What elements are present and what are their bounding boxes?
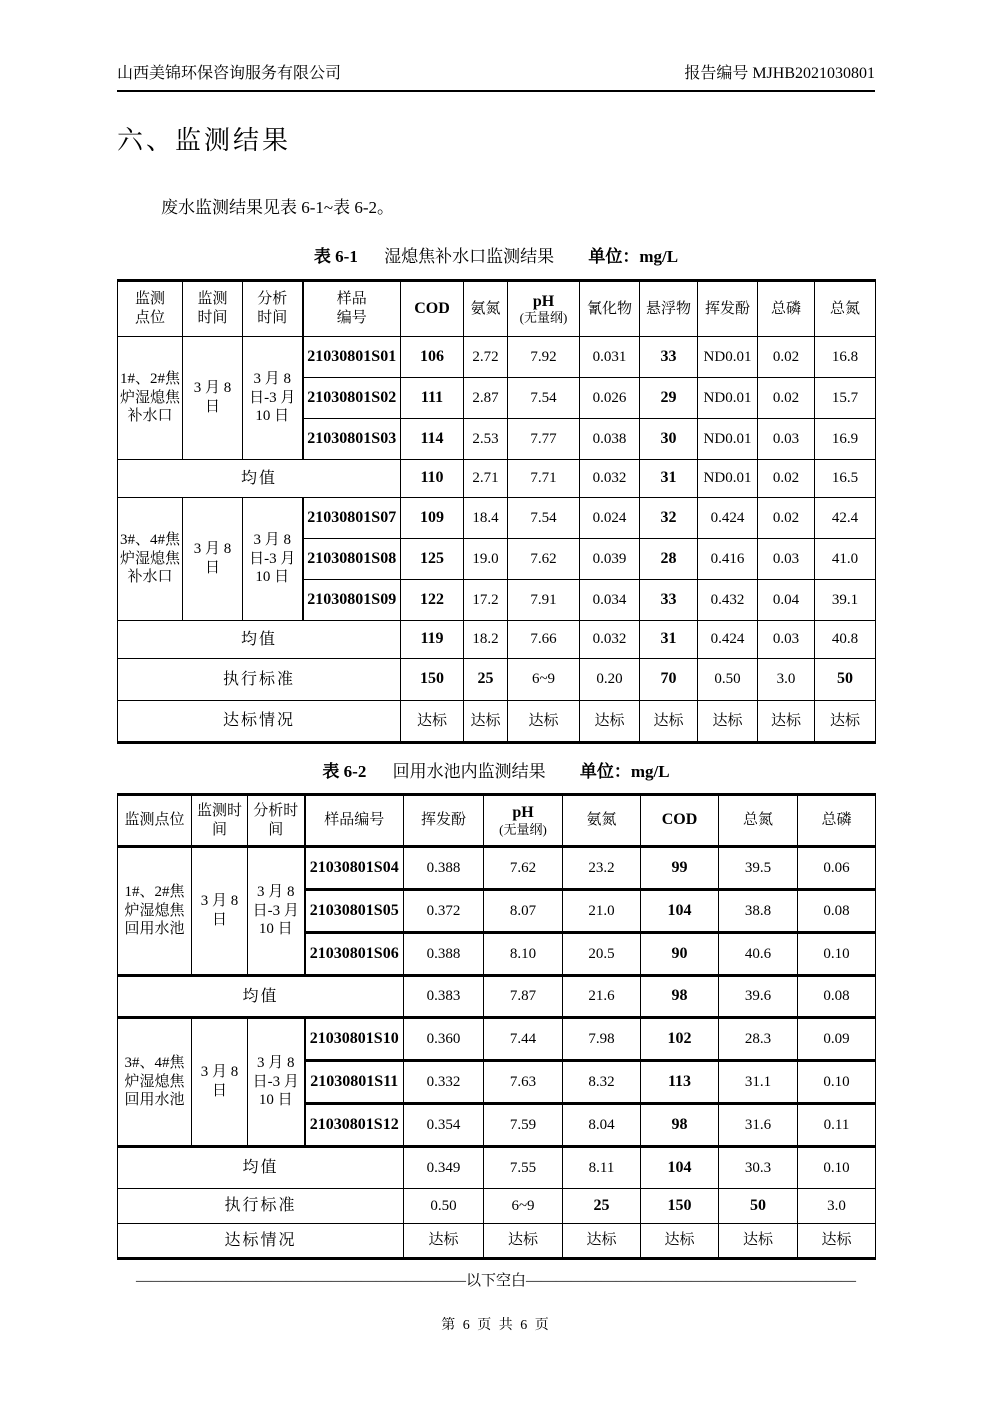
- sample-id-cell: 21030801S01: [303, 337, 401, 378]
- value-cell: 0.026: [580, 378, 640, 419]
- value-cell: 38.8: [719, 890, 798, 933]
- site-cell: 1#、2#焦炉湿熄焦补水口: [118, 337, 183, 460]
- compliance-label-cell: 达标情况: [118, 1224, 404, 1259]
- mean-value-cell: 0.424: [698, 621, 758, 659]
- header-cell: 悬浮物: [640, 281, 698, 337]
- value-cell: 7.92: [508, 337, 580, 378]
- section-title: 六、监测结果: [117, 126, 292, 155]
- compliance-value-cell: 达标: [815, 701, 876, 743]
- value-cell: 33: [640, 580, 698, 621]
- table-row: [118, 701, 876, 743]
- company-name: 山西美锦环保咨询服务有限公司: [117, 65, 342, 82]
- value-cell: 0.10: [798, 933, 876, 976]
- table-row: [118, 337, 876, 378]
- table2-caption-number: 表 6-2: [322, 762, 367, 781]
- value-cell: 8.07: [484, 890, 563, 933]
- mean-value-cell: 7.71: [508, 460, 580, 498]
- standard-value-cell: 150: [641, 1189, 719, 1224]
- value-cell: 99: [641, 847, 719, 890]
- mean-value-cell: 0.02: [758, 460, 815, 498]
- value-cell: 0.031: [580, 337, 640, 378]
- site-cell: 3#、4#焦炉湿熄焦补水口: [118, 498, 183, 621]
- value-cell: 125: [401, 539, 464, 580]
- header-cell: 监测点位: [118, 795, 192, 847]
- header-cell: COD: [401, 281, 464, 337]
- value-cell: 39.1: [815, 580, 876, 621]
- header-cell: pH (无量纲): [484, 795, 563, 847]
- compliance-value-cell: 达标: [580, 701, 640, 743]
- value-cell: 122: [401, 580, 464, 621]
- analysis-time-cell: 3 月 8 日-3 月 10 日: [243, 498, 303, 621]
- value-cell: 0.03: [758, 539, 815, 580]
- header-cell: 挥发酚: [698, 281, 758, 337]
- header-cell: 挥发酚: [404, 795, 484, 847]
- value-cell: 0.024: [580, 498, 640, 539]
- analysis-time-cell: 3 月 8 日-3 月 10 日: [248, 847, 305, 976]
- sample-id-cell: 21030801S03: [303, 419, 401, 460]
- standard-value-cell: 25: [563, 1189, 641, 1224]
- header-cell: pH (无量纲): [508, 281, 580, 337]
- table-row: [118, 621, 876, 659]
- value-cell: 16.8: [815, 337, 876, 378]
- value-cell: 41.0: [815, 539, 876, 580]
- value-cell: 2.87: [464, 378, 508, 419]
- table-row: [118, 976, 876, 1018]
- value-cell: 7.63: [484, 1061, 563, 1104]
- value-cell: 2.72: [464, 337, 508, 378]
- mean-label-cell: 均值: [118, 460, 401, 498]
- header-cell: 氨氮: [464, 281, 508, 337]
- intro-paragraph: 废水监测结果见表 6-1~表 6-2。: [161, 198, 395, 217]
- mean-label-cell: 均值: [118, 621, 401, 659]
- sample-id-cell: 21030801S06: [305, 933, 404, 976]
- mean-value-cell: 31: [640, 621, 698, 659]
- compliance-value-cell: 达标: [798, 1224, 876, 1259]
- value-cell: 30: [640, 419, 698, 460]
- value-cell: 0.03: [758, 419, 815, 460]
- sample-id-cell: 21030801S08: [303, 539, 401, 580]
- header-cell: 监测 点位: [118, 281, 183, 337]
- mean-value-cell: 21.6: [563, 976, 641, 1018]
- table-row: [118, 795, 876, 847]
- standard-value-cell: 70: [640, 659, 698, 701]
- mean-value-cell: 16.5: [815, 460, 876, 498]
- value-cell: 32: [640, 498, 698, 539]
- mean-value-cell: 18.2: [464, 621, 508, 659]
- value-cell: 7.59: [484, 1104, 563, 1147]
- table-row: [118, 659, 876, 701]
- value-cell: 111: [401, 378, 464, 419]
- header-cell: 监测时 间: [192, 795, 248, 847]
- value-cell: 0.354: [404, 1104, 484, 1147]
- value-cell: 0.360: [404, 1018, 484, 1061]
- header-cell: 监测 时间: [183, 281, 243, 337]
- page-number: 第 6 页 共 6 页: [441, 1318, 551, 1333]
- value-cell: 0.06: [798, 847, 876, 890]
- compliance-label-cell: 达标情况: [118, 701, 401, 743]
- value-cell: 0.388: [404, 847, 484, 890]
- value-cell: 18.4: [464, 498, 508, 539]
- standard-value-cell: 50: [815, 659, 876, 701]
- value-cell: 0.10: [798, 1061, 876, 1104]
- value-cell: 7.62: [484, 847, 563, 890]
- mean-value-cell: 40.8: [815, 621, 876, 659]
- standard-label-cell: 执行标准: [118, 1189, 404, 1224]
- sample-id-cell: 21030801S07: [303, 498, 401, 539]
- value-cell: 0.432: [698, 580, 758, 621]
- sample-id-cell: 21030801S05: [305, 890, 404, 933]
- value-cell: 7.54: [508, 498, 580, 539]
- mean-value-cell: 7.87: [484, 976, 563, 1018]
- standard-value-cell: 0.50: [404, 1189, 484, 1224]
- mean-value-cell: 31: [640, 460, 698, 498]
- value-cell: 33: [640, 337, 698, 378]
- table2-caption-unit: 单位：mg/L: [579, 762, 670, 781]
- sample-id-cell: 21030801S11: [305, 1061, 404, 1104]
- value-cell: 7.98: [563, 1018, 641, 1061]
- compliance-value-cell: 达标: [641, 1224, 719, 1259]
- compliance-value-cell: 达标: [758, 701, 815, 743]
- monitor-time-cell: 3 月 8 日: [183, 498, 243, 621]
- table-row: [118, 281, 876, 337]
- standard-value-cell: 150: [401, 659, 464, 701]
- standard-value-cell: 25: [464, 659, 508, 701]
- table-row: [118, 460, 876, 498]
- monitor-time-cell: 3 月 8 日: [183, 337, 243, 460]
- value-cell: 113: [641, 1061, 719, 1104]
- report-number: 报告编号 MJHB2021030801: [684, 65, 875, 82]
- value-cell: 0.416: [698, 539, 758, 580]
- header-cell: 总磷: [758, 281, 815, 337]
- value-cell: 0.04: [758, 580, 815, 621]
- value-cell: 8.04: [563, 1104, 641, 1147]
- value-cell: ND0.01: [698, 419, 758, 460]
- mean-value-cell: 0.08: [798, 976, 876, 1018]
- mean-value-cell: 2.71: [464, 460, 508, 498]
- value-cell: 23.2: [563, 847, 641, 890]
- header-cell: 分析时 间: [248, 795, 305, 847]
- value-cell: 0.038: [580, 419, 640, 460]
- mean-label-cell: 均值: [118, 976, 404, 1018]
- value-cell: 0.11: [798, 1104, 876, 1147]
- table1-caption-title: 湿熄焦补水口监测结果: [384, 247, 555, 266]
- standard-value-cell: 6~9: [508, 659, 580, 701]
- monitor-time-cell: 3 月 8 日: [192, 847, 248, 976]
- mean-value-cell: 39.6: [719, 976, 798, 1018]
- header-cell: 氨氮: [563, 795, 641, 847]
- value-cell: 0.02: [758, 498, 815, 539]
- compliance-value-cell: 达标: [698, 701, 758, 743]
- table-6-2: [117, 793, 876, 1260]
- mean-value-cell: 0.03: [758, 621, 815, 659]
- compliance-value-cell: 达标: [401, 701, 464, 743]
- sample-id-cell: 21030801S10: [305, 1018, 404, 1061]
- value-cell: 39.5: [719, 847, 798, 890]
- standard-label-cell: 执行标准: [118, 659, 401, 701]
- value-cell: 29: [640, 378, 698, 419]
- table1-caption-number: 表 6-1: [313, 247, 358, 266]
- table-row: [118, 498, 876, 539]
- value-cell: 109: [401, 498, 464, 539]
- value-cell: 0.332: [404, 1061, 484, 1104]
- table-row: [118, 1147, 876, 1189]
- mean-value-cell: 0.349: [404, 1147, 484, 1189]
- table2-caption: [117, 757, 875, 782]
- value-cell: 7.44: [484, 1018, 563, 1061]
- value-cell: 42.4: [815, 498, 876, 539]
- mean-value-cell: 119: [401, 621, 464, 659]
- sample-id-cell: 21030801S02: [303, 378, 401, 419]
- analysis-time-cell: 3 月 8 日-3 月 10 日: [243, 337, 303, 460]
- value-cell: 28: [640, 539, 698, 580]
- mean-value-cell: 7.55: [484, 1147, 563, 1189]
- value-cell: 19.0: [464, 539, 508, 580]
- compliance-value-cell: 达标: [719, 1224, 798, 1259]
- value-cell: 102: [641, 1018, 719, 1061]
- mean-value-cell: 104: [641, 1147, 719, 1189]
- value-cell: 7.77: [508, 419, 580, 460]
- value-cell: 0.02: [758, 337, 815, 378]
- table-6-1: [117, 279, 876, 744]
- mean-value-cell: ND0.01: [698, 460, 758, 498]
- value-cell: 0.424: [698, 498, 758, 539]
- value-cell: 98: [641, 1104, 719, 1147]
- table-row: [118, 1018, 876, 1061]
- mean-value-cell: 0.032: [580, 460, 640, 498]
- standard-value-cell: 50: [719, 1189, 798, 1224]
- standard-value-cell: 3.0: [798, 1189, 876, 1224]
- value-cell: 2.53: [464, 419, 508, 460]
- value-cell: 0.039: [580, 539, 640, 580]
- standard-value-cell: 0.50: [698, 659, 758, 701]
- value-cell: 114: [401, 419, 464, 460]
- value-cell: 0.02: [758, 378, 815, 419]
- value-cell: 8.32: [563, 1061, 641, 1104]
- value-cell: 17.2: [464, 580, 508, 621]
- document-header: [117, 60, 875, 92]
- value-cell: 0.034: [580, 580, 640, 621]
- mean-value-cell: 110: [401, 460, 464, 498]
- table1-caption-unit: 单位：mg/L: [588, 247, 679, 266]
- header-cell: 分析 时间: [243, 281, 303, 337]
- below-blank-note: ——————————————————————以下空白——————————————————————: [135, 1273, 856, 1289]
- standard-value-cell: 6~9: [484, 1189, 563, 1224]
- site-cell: 1#、2#焦炉湿熄焦回用水池: [118, 847, 192, 976]
- compliance-value-cell: 达标: [404, 1224, 484, 1259]
- standard-value-cell: 0.20: [580, 659, 640, 701]
- sample-id-cell: 21030801S09: [303, 580, 401, 621]
- header-cell: 氰化物: [580, 281, 640, 337]
- value-cell: 15.7: [815, 378, 876, 419]
- analysis-time-cell: 3 月 8 日-3 月 10 日: [248, 1018, 305, 1147]
- value-cell: 28.3: [719, 1018, 798, 1061]
- value-cell: 7.62: [508, 539, 580, 580]
- standard-value-cell: 3.0: [758, 659, 815, 701]
- value-cell: 16.9: [815, 419, 876, 460]
- mean-value-cell: 0.032: [580, 621, 640, 659]
- value-cell: 8.10: [484, 933, 563, 976]
- value-cell: 21.0: [563, 890, 641, 933]
- value-cell: 31.1: [719, 1061, 798, 1104]
- value-cell: 7.54: [508, 378, 580, 419]
- compliance-value-cell: 达标: [484, 1224, 563, 1259]
- compliance-value-cell: 达标: [563, 1224, 641, 1259]
- mean-value-cell: 0.383: [404, 976, 484, 1018]
- value-cell: 0.388: [404, 933, 484, 976]
- site-cell: 3#、4#焦炉湿熄焦回用水池: [118, 1018, 192, 1147]
- table-row: [118, 1189, 876, 1224]
- value-cell: 7.91: [508, 580, 580, 621]
- value-cell: 104: [641, 890, 719, 933]
- header-cell: 样品编号: [305, 795, 404, 847]
- value-cell: 90: [641, 933, 719, 976]
- value-cell: 31.6: [719, 1104, 798, 1147]
- value-cell: ND0.01: [698, 337, 758, 378]
- mean-value-cell: 8.11: [563, 1147, 641, 1189]
- compliance-value-cell: 达标: [464, 701, 508, 743]
- value-cell: 0.09: [798, 1018, 876, 1061]
- value-cell: 0.08: [798, 890, 876, 933]
- mean-label-cell: 均值: [118, 1147, 404, 1189]
- table1-caption: [117, 242, 875, 267]
- header-cell: 总氮: [815, 281, 876, 337]
- mean-value-cell: 30.3: [719, 1147, 798, 1189]
- table-row: [118, 1224, 876, 1259]
- header-cell: COD: [641, 795, 719, 847]
- sample-id-cell: 21030801S04: [305, 847, 404, 890]
- table2-caption-title: 回用水池内监测结果: [392, 762, 546, 781]
- value-cell: 20.5: [563, 933, 641, 976]
- mean-value-cell: 7.66: [508, 621, 580, 659]
- header-cell: 总磷: [798, 795, 876, 847]
- monitor-time-cell: 3 月 8 日: [192, 1018, 248, 1147]
- compliance-value-cell: 达标: [640, 701, 698, 743]
- value-cell: 0.372: [404, 890, 484, 933]
- sample-id-cell: 21030801S12: [305, 1104, 404, 1147]
- header-cell: 样品 编号: [303, 281, 401, 337]
- compliance-value-cell: 达标: [508, 701, 580, 743]
- value-cell: ND0.01: [698, 378, 758, 419]
- header-cell: 总氮: [719, 795, 798, 847]
- mean-value-cell: 98: [641, 976, 719, 1018]
- value-cell: 40.6: [719, 933, 798, 976]
- value-cell: 106: [401, 337, 464, 378]
- table-row: [118, 847, 876, 890]
- mean-value-cell: 0.10: [798, 1147, 876, 1189]
